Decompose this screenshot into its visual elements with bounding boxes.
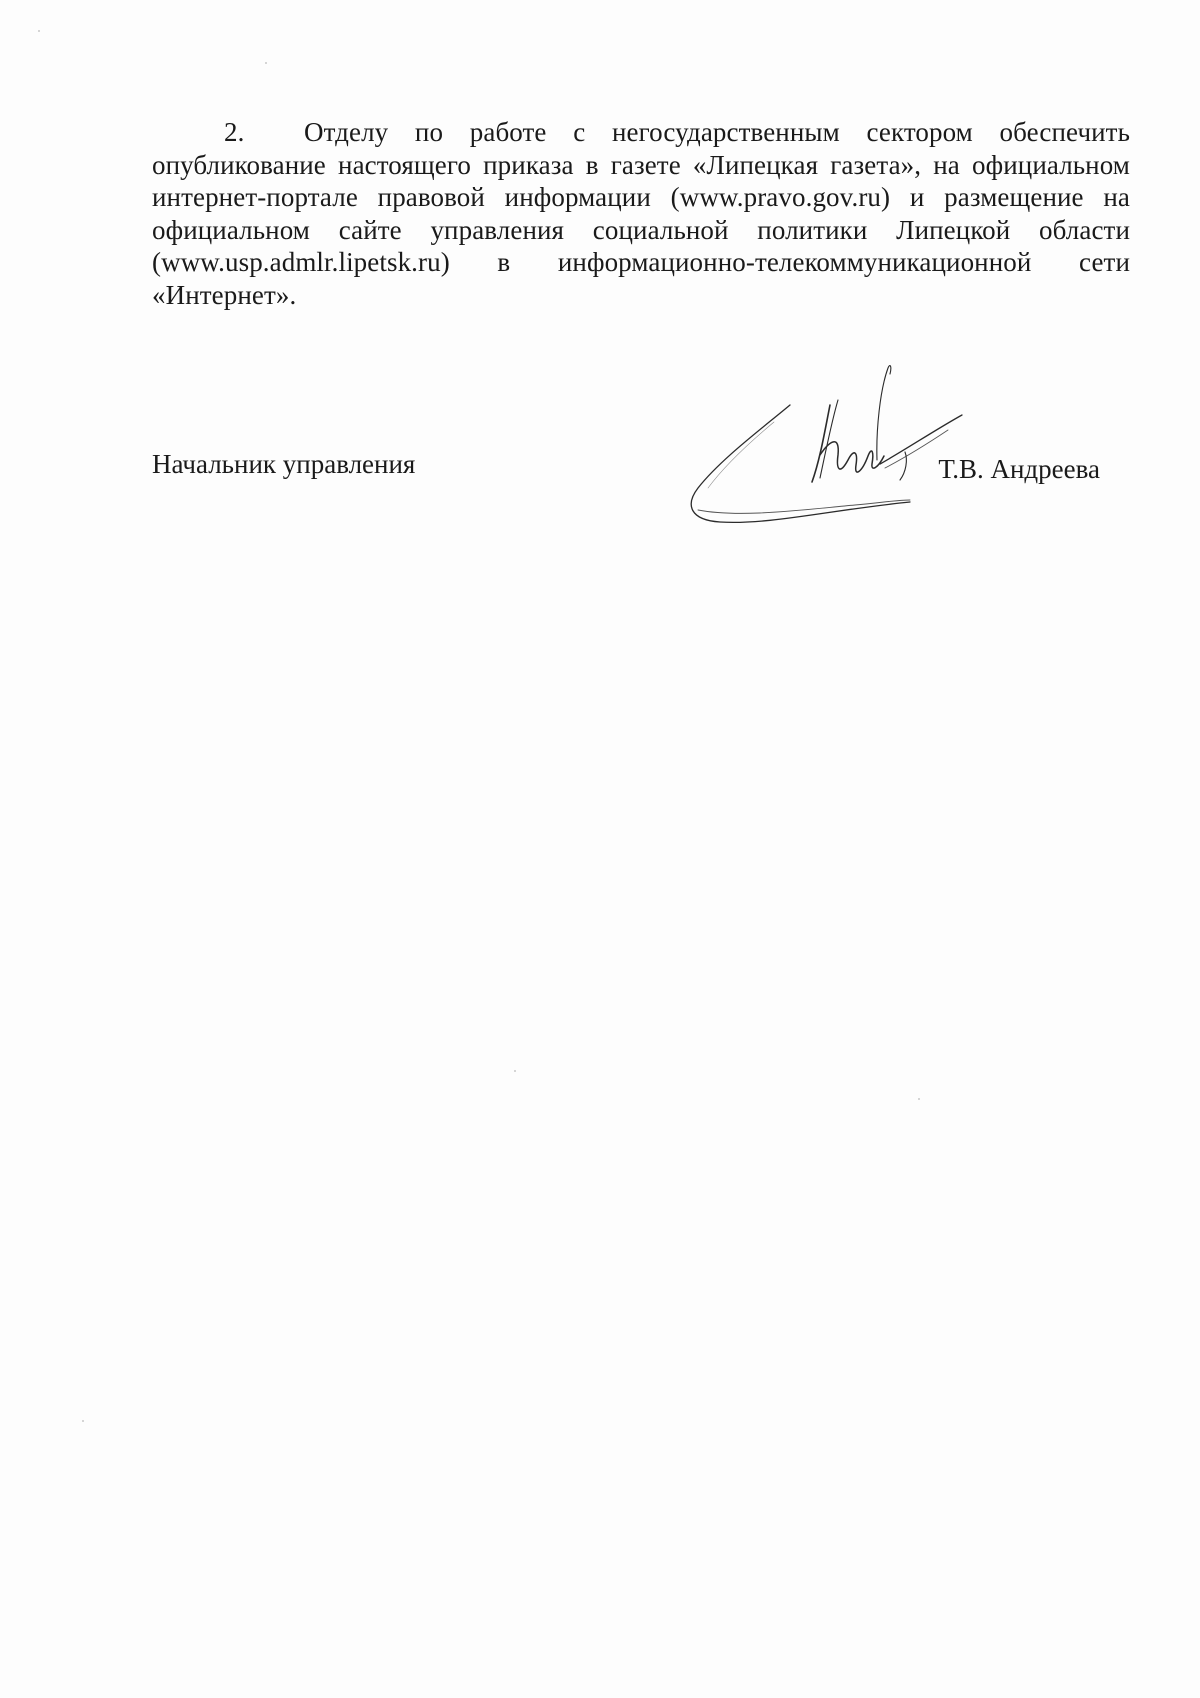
paragraph-2 [152,116,1130,311]
paragraph-text: Отделу по работе с негосударственным сектором обеспечить опубликование настоящего приказа в газете «Липецкая газета», на официальном интернет-портале правовой информации (www.pravo.gov.ru) и размещение на официальном сайте управления социальной политики Липецкой области (www.usp.admlr.lipetsk.ru) в информационно-телекоммуникационной сети «Интернет». [152,117,1130,310]
paragraph-number: 2. [224,117,245,147]
scan-speck [514,1070,516,1072]
scan-speck [265,62,267,64]
handwritten-signature [680,360,1100,535]
position-title: Начальник управления [152,449,416,479]
scan-speck [38,30,40,32]
scan-speck [82,1420,84,1422]
signer-name: Т.В. Андреева [938,454,1100,484]
signature-block [152,360,1130,530]
scan-speck [918,1098,920,1100]
